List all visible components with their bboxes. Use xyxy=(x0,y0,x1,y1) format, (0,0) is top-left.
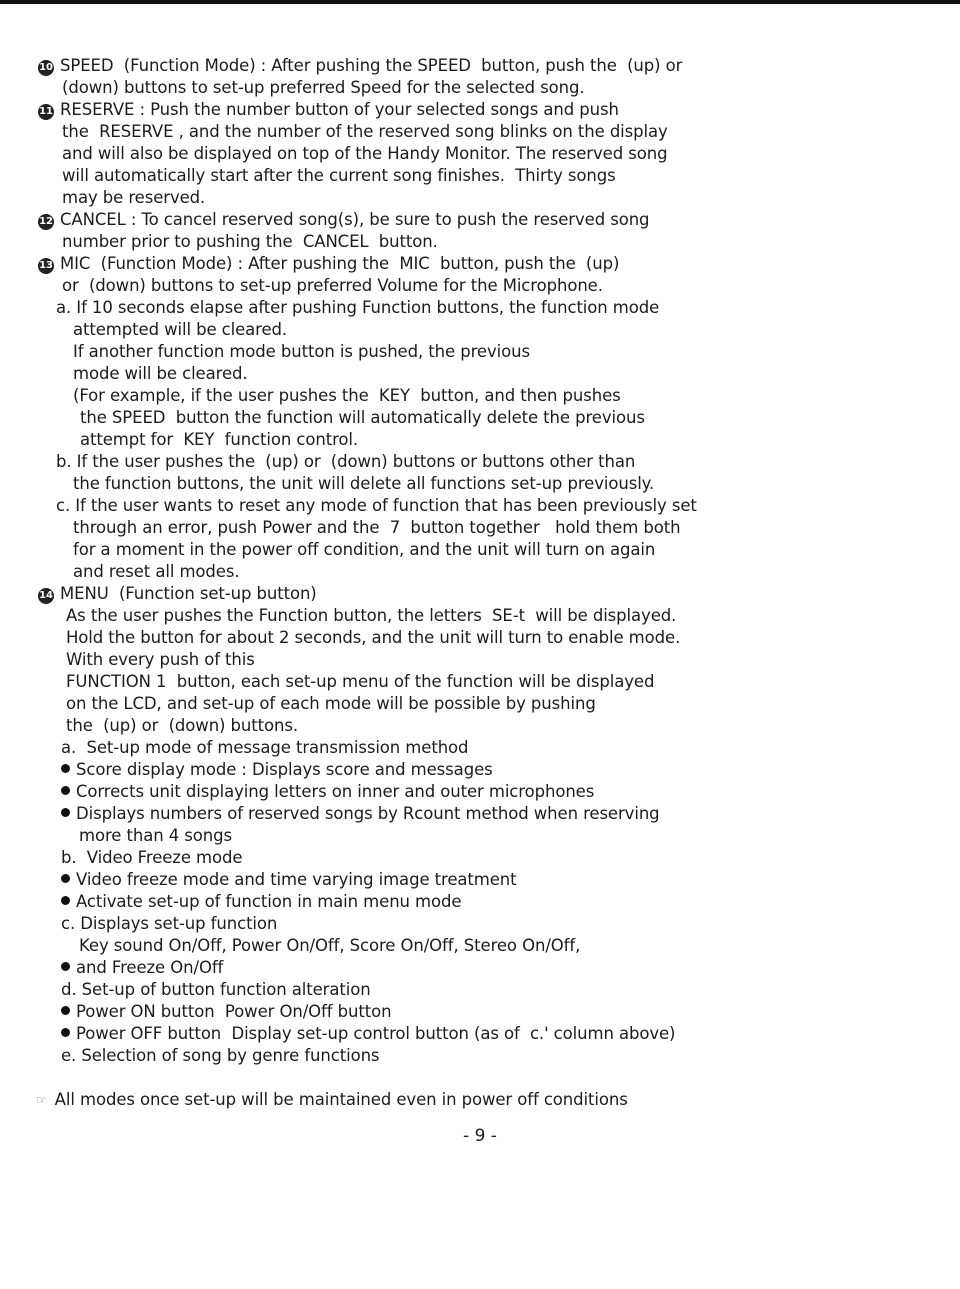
mic-note-a-5: (For example, if the user pushes the KEY button, and then pushes xyxy=(73,386,621,405)
menu-c-line: Key sound On/Off, Power On/Off, Score On/Off, Stereo On/Off, xyxy=(79,936,581,955)
bullet-icon xyxy=(61,874,70,883)
menu-a-bullet-3-cont: more than 4 songs xyxy=(79,826,232,845)
menu-section-e: e. Selection of song by genre functions xyxy=(61,1046,380,1065)
reserve-line-5: may be reserved. xyxy=(62,188,206,207)
menu-b-bullet-2: Activate set-up of function in main menu mode xyxy=(61,891,461,913)
mic-note-a-1: a. If 10 seconds elapse after pushing Function buttons, the function mode xyxy=(56,298,660,317)
mic-note-b-1: b. If the user pushes the (up) or (down) buttons or buttons other than xyxy=(56,452,636,471)
bullet-icon xyxy=(61,1028,70,1037)
item-number-badge: 14 xyxy=(38,588,54,604)
bullet-icon xyxy=(61,1006,70,1015)
reserve-line-2: the RESERVE , and the number of the reserved song blinks on the display xyxy=(62,122,668,141)
mic-note-a-3: If another function mode button is pushed, the previous xyxy=(73,342,530,361)
menu-a-bullet-2: Corrects unit displaying letters on inner and outer microphones xyxy=(61,781,594,803)
mic-note-c-3: for a moment in the power off condition, and the unit will turn on again xyxy=(73,540,656,559)
mic-note-c-1: c. If the user wants to reset any mode of function that has been previously set xyxy=(56,496,697,515)
reserve-line-1: 11 RESERVE : Push the number button of your selected songs and push xyxy=(39,100,619,119)
reserve-line-3: and will also be displayed on top of the Handy Monitor. The reserved song xyxy=(62,144,668,163)
item-number-badge: 11 xyxy=(38,104,54,120)
menu-section-b: b. Video Freeze mode xyxy=(61,848,243,867)
mic-note-b-2: the function buttons, the unit will delete all functions set-up previously. xyxy=(73,474,655,493)
menu-section-d: d. Set-up of button function alteration xyxy=(61,980,371,999)
menu-para-1: As the user pushes the Function button, the letters SE-t will be displayed. xyxy=(66,606,677,625)
menu-section-a: a. Set-up mode of message transmission method xyxy=(61,738,469,757)
menu-a-bullet-3: Displays numbers of reserved songs by Rcount method when reserving xyxy=(61,803,660,825)
mic-note-a-7: attempt for KEY function control. xyxy=(80,430,359,449)
bullet-icon xyxy=(61,962,70,971)
mic-line-1: 13 MIC (Function Mode) : After pushing the MIC button, push the (up) xyxy=(39,254,620,273)
note-line: ☞ All modes once set-up will be maintained even in power off conditions xyxy=(36,1090,628,1109)
speed-line-1: 10 SPEED (Function Mode) : After pushing the SPEED button, push the (up) or xyxy=(39,56,683,75)
menu-c-bullet-1: and Freeze On/Off xyxy=(61,957,223,979)
reserve-line-4: will automatically start after the current song finishes. Thirty songs xyxy=(62,166,616,185)
menu-a-bullet-1: Score display mode : Displays score and messages xyxy=(61,759,493,781)
speed-line-2: (down) buttons to set-up preferred Speed for the selected song. xyxy=(62,78,585,97)
mic-note-a-4: mode will be cleared. xyxy=(73,364,248,383)
menu-b-bullet-1: Video freeze mode and time varying image treatment xyxy=(61,869,517,891)
cancel-line-1: 12 CANCEL : To cancel reserved song(s), be sure to push the reserved song xyxy=(39,210,650,229)
bullet-icon xyxy=(61,786,70,795)
bullet-icon xyxy=(61,896,70,905)
mic-note-c-2: through an error, push Power and the 7 button together hold them both xyxy=(73,518,681,537)
menu-para-4: FUNCTION 1 button, each set-up menu of the function will be displayed xyxy=(66,672,655,691)
menu-d-bullet-2: Power OFF button Display set-up control button (as of c.' column above) xyxy=(61,1023,675,1045)
cancel-line-2: number prior to pushing the CANCEL button. xyxy=(62,232,438,251)
menu-para-5: on the LCD, and set-up of each mode will be possible by pushing xyxy=(66,694,596,713)
item-number-badge: 13 xyxy=(38,258,54,274)
mic-note-a-6: the SPEED button the function will automatically delete the previous xyxy=(80,408,645,427)
menu-section-c: c. Displays set-up function xyxy=(61,914,278,933)
menu-line-1: 14 MENU (Function set-up button) xyxy=(39,584,317,603)
bullet-icon xyxy=(61,764,70,773)
item-number-badge: 12 xyxy=(38,214,54,230)
page-number: - 9 - xyxy=(463,1126,497,1146)
menu-d-bullet-1: Power ON button Power On/Off button xyxy=(61,1001,391,1023)
menu-para-2: Hold the button for about 2 seconds, and the unit will turn to enable mode. xyxy=(66,628,681,647)
mic-line-2: or (down) buttons to set-up preferred Volume for the Microphone. xyxy=(62,276,603,295)
mic-note-c-4: and reset all modes. xyxy=(73,562,240,581)
bullet-icon xyxy=(61,808,70,817)
pointing-hand-icon: ☞ xyxy=(36,1093,47,1107)
item-number-badge: 10 xyxy=(38,60,54,76)
menu-para-6: the (up) or (down) buttons. xyxy=(66,716,298,735)
menu-para-3: With every push of this xyxy=(66,650,255,669)
mic-note-a-2: attempted will be cleared. xyxy=(73,320,288,339)
